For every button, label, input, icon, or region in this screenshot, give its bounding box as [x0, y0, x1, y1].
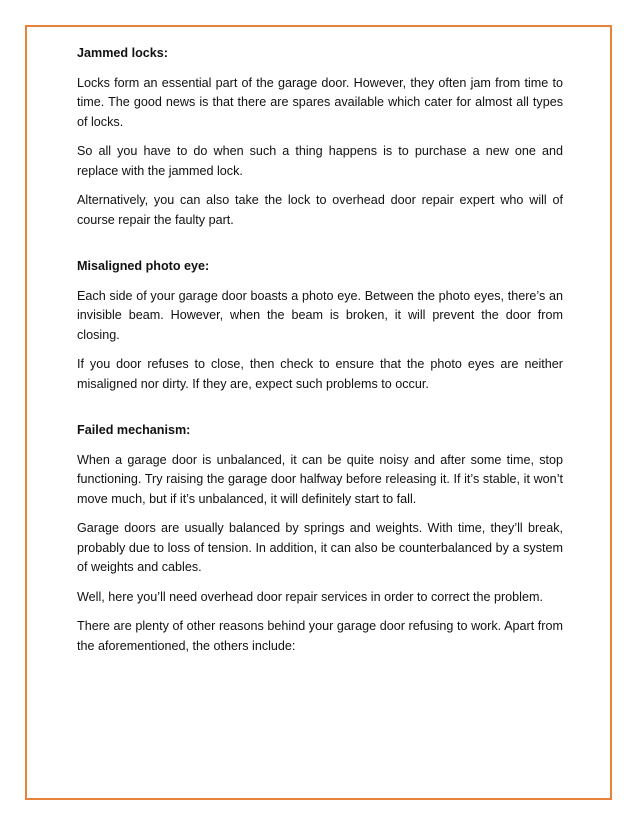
paragraph: If you door refuses to close, then check to ensure that the photo eyes are neither misaligned nor dirty. If they are, expect such problems to occur. [77, 357, 563, 391]
document-body [77, 44, 563, 683]
section-jammed-locks [77, 44, 563, 230]
section-failed-mechanism [77, 421, 563, 656]
section-misaligned-photo-eye [77, 257, 563, 394]
paragraph: Garage doors are usually balanced by springs and weights. With time, they’ll break, probably due to loss of tension. In addition, it can also be counterbalanced by a system of weights and cables. [77, 521, 563, 574]
paragraph: There are plenty of other reasons behind your garage door refusing to work. Apart from the aforementioned, the others include: [77, 619, 563, 653]
paragraph: So all you have to do when such a thing happens is to purchase a new one and replace with the jammed lock. [77, 144, 563, 178]
section-heading: Failed mechanism: [77, 423, 191, 437]
section-heading: Jammed locks: [77, 46, 168, 60]
paragraph: Each side of your garage door boasts a photo eye. Between the photo eyes, there’s an invisible beam. However, when the beam is broken, it will prevent the door from closing. [77, 288, 563, 342]
paragraph: Well, here you’ll need overhead door repair services in order to correct the problem. [77, 589, 543, 604]
paragraph: Alternatively, you can also take the lock to overhead door repair expert who will of course repair the faulty part. [77, 193, 563, 227]
paragraph: Locks form an essential part of the garage door. However, they often jam from time to time. The good news is that there are spares available which cater for almost all types of locks. [77, 75, 563, 129]
paragraph: When a garage door is unbalanced, it can be quite noisy and after some time, stop functioning. Try raising the garage door halfway before releasing it. If it’s stable, it won’t move much, but if it’s unbalanced, it will definitely start to fall. [77, 452, 563, 506]
section-heading: Misaligned photo eye: [77, 259, 210, 273]
